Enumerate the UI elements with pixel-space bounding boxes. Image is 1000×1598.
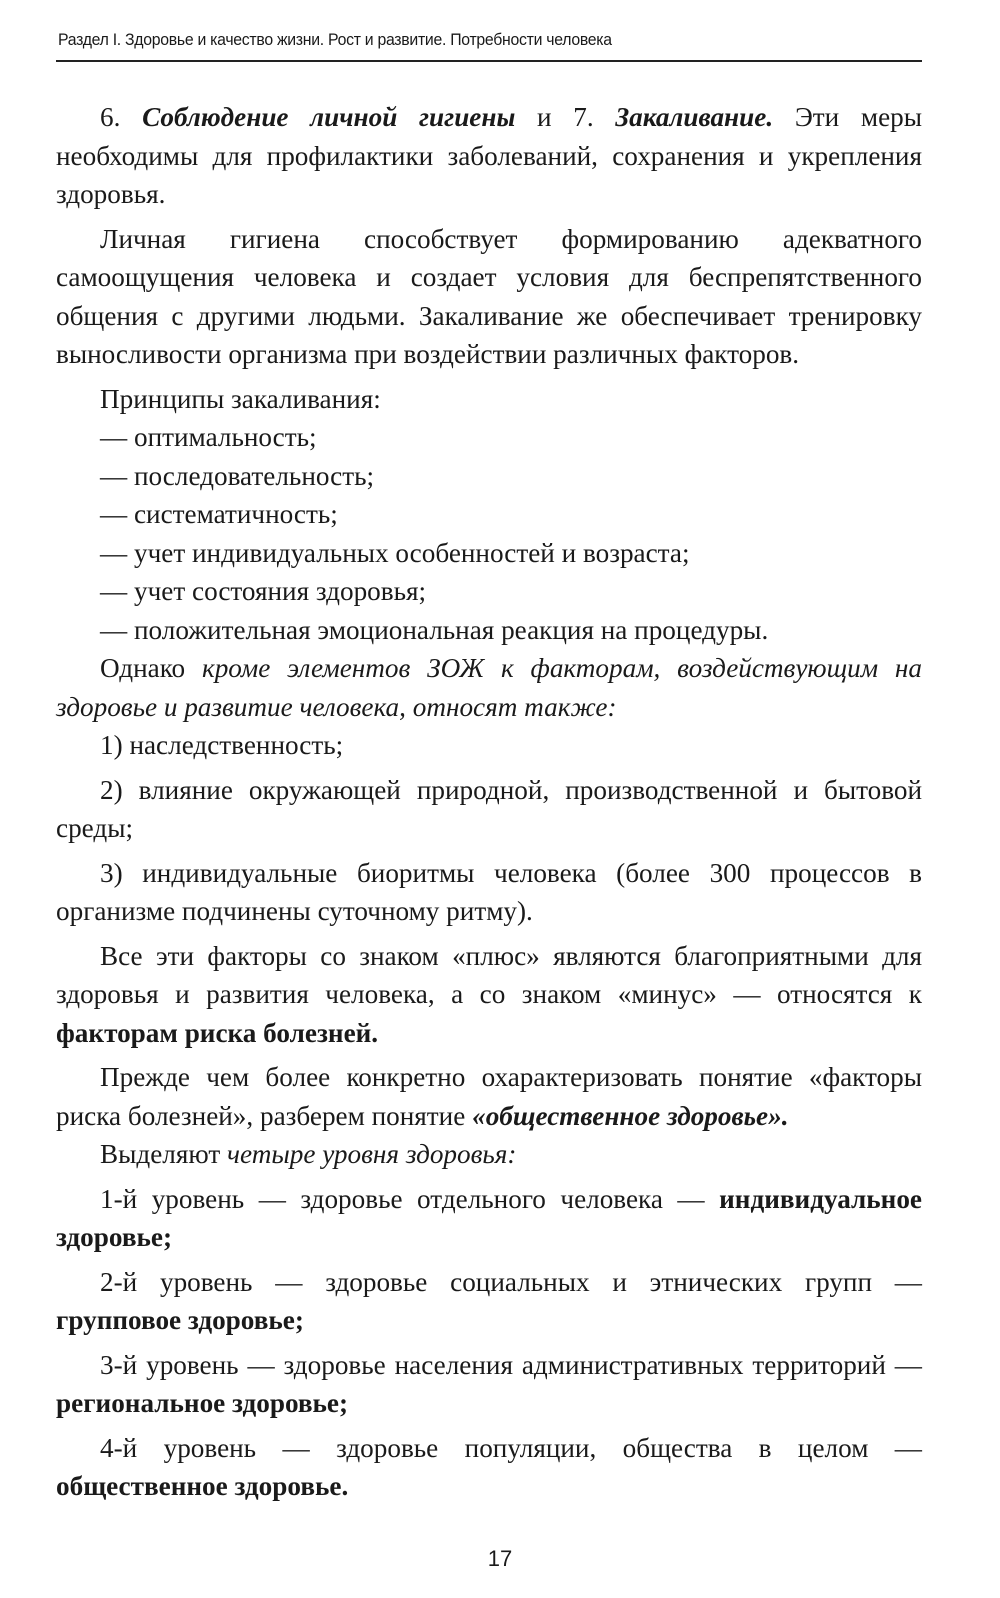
list-item: — учет состояния здоровья; [100,576,427,606]
level-text: 3-й уровень — здоровье населения административных территорий — [100,1349,922,1380]
level-term: индивидуальное здоровье; [56,1183,922,1252]
paragraph-text: Все эти факторы со знаком «плюс» являются благоприятными для здоровья и развития человека, а со знаком «минус» — относятся к [56,940,922,1009]
level-text: 4-й уровень — здоровье популяции, общества в целом — [100,1432,922,1463]
paragraph-text: Прежде чем более конкретно охарактеризовать понятие «факторы риска болезней», разберем понятие [56,1062,922,1131]
level-term: общественное здоровье. [56,1471,349,1501]
level-item [56,1263,922,1340]
paragraph-hygiene-hardening [56,98,922,214]
header-rule [56,60,922,62]
level-term: групповое здоровье; [56,1305,304,1335]
principles-list [56,418,922,649]
paragraph-text: Выделяют [100,1139,228,1169]
italic-text: четыре уровня здоровья: [227,1139,517,1169]
factor-item: 3) индивидуальные биоритмы человека (более 300 процессов в организме подчинены суточному ритму). [56,857,922,926]
paragraph-levels-title [56,1135,922,1174]
paragraph-principles-title: Принципы закаливания: [100,383,381,414]
factor-item: 1) наследственность; [100,730,344,760]
bold-italic-term: «общественное здоровье». [472,1100,789,1131]
italic-text: кроме элементов ЗОЖ к факторам, воздействующим на здоровье и развитие человека, относят также: [56,653,922,722]
level-text: 1-й уровень — здоровье отдельного человека — [100,1183,720,1214]
level-item [56,1346,922,1423]
bold-term: факторам риска болезней. [56,1017,379,1048]
page-number: 17 [487,1546,513,1571]
page-body [56,98,922,1506]
paragraph-public-health [56,1058,922,1135]
list-item: — последовательность; [100,460,375,491]
level-term: региональное здоровье; [56,1388,349,1418]
level-text: 2-й уровень — здоровье социальных и этнических групп — [100,1266,922,1297]
list-item: — положительная эмоциональная реакция на процедуры. [100,614,769,645]
item-number-7: и 7. [515,102,616,132]
list-item: — учет индивидуальных особенностей и возраста; [100,537,690,568]
factor-item: 2) влияние окружающей природной, производственной и бытовой среды; [56,774,922,843]
level-item [56,1429,922,1506]
level-item [56,1180,922,1257]
paragraph-text: Однако [100,653,202,683]
item-number-6: 6. [100,102,143,132]
list-item: — систематичность; [100,499,338,529]
running-header: Раздел I. Здоровье и качество жизни. Рост и развитие. Потребности человека [58,30,612,49]
paragraph-other-factors [56,649,922,726]
term-personal-hygiene: Соблюдение личной гигиены [142,102,516,132]
list-item: — оптимальность; [100,422,317,452]
term-hardening: Закаливание. [615,102,774,132]
paragraph-text: Эти меры необходимы для профилактики заболеваний, сохранения и укрепления здоровья. [56,102,922,209]
paragraph-risk-factors [56,937,922,1053]
paragraph-hygiene-purpose: Личная гигиена способствует формированию адекватного самоощущения человека и создает условия для беспрепятственного общения с другими людьми. Закаливание же обеспечивает тренировку выносливости организма при воздействии различных факторов. [56,223,922,369]
